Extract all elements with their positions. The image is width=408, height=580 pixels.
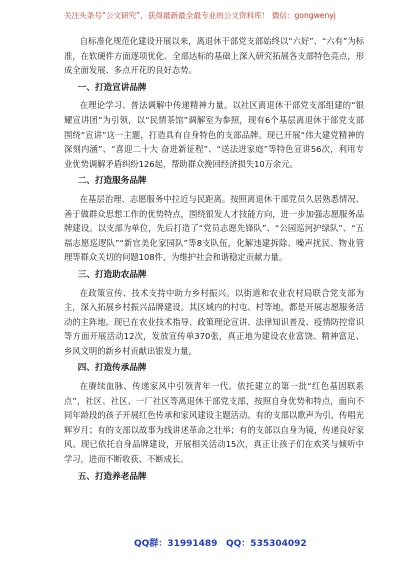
section-paragraph-1: 在理论学习、普法调解中传递精神力量。以社区离退休干部党支部组建的“银耀宣讲团”为引领，以“民情茶馆”调解室为参照，现有6个基层离退休干部党支部围绕“宣讲”这一主题，打造具有自身特色的支部品牌。现已开展“伟大建党精神的深刻内涵”、“喜迎二十大 奋进新征程”、“送法进家庭”等特色宣讲56次，利用专业优势调解矛盾纠纷126起，帮助群众挽回经济损失10万余元。 xyxy=(64,100,364,169)
section-paragraph-3: 在政策宣传、技术支持中助力乡村振兴。以街道和农业农村局联合党支部为主，深入拓展乡村振兴品牌建设。其区域内的村屯、村等地，都是开展志愿服务活动的主阵地。现已在农业技术指导、政策理论宣讲、法律知识普及、疫情防控常识等方面开展活动12次，发放宣传单370张，真正地为建设农业富饶、精神富足、乡风文明的新乡村贡献出银发力量。 xyxy=(64,287,364,356)
qq-number-text: QQ：535304092 xyxy=(226,539,307,549)
section-heading-3: 三、打造助农品牌 xyxy=(77,269,147,280)
section-paragraph-2: 在基层治理、志愿服务中拉近与民距离。按照离退休干部党员久居熟悉情况、善于做群众思想工作的优势特点，围绕银发人才技能方向，进一步加强志愿服务品牌建设。以支部为单位，先后打造了“党员志愿先锋队”、“公园巡河护绿队”、“五福志愿巡逻队”“新官美化家园队”等8支队伍，化解违建拆除、噪声扰民、物业管理等群众关切的问题108件，为维护社会和谐稳定贡献力量。 xyxy=(64,193,364,263)
document-body xyxy=(64,34,364,487)
section-heading-2: 二、打造服务品牌 xyxy=(77,176,147,187)
section-heading-1: 一、打造宣讲品牌 xyxy=(77,82,147,93)
section-paragraph-4: 在赓续血脉、传递家风中引领青年一代。依托建立的第一批“红色基因联系点”，社区、社区、一厂社区等离退休干部党支部，按照自身优势和特点，面向不同年龄段的孩子开展红色传承和家风建设主题活动。有的支部以歌声为引，传唱光辉岁月；有的支部以故事为线讲述革命之壮举；有的支部以自身为镜，传递良好家风。现已依托自身品牌建设，开展相关活动15次，真正让孩子们在欢笑与倾听中学习，进而不断收获、不断成长。 xyxy=(64,381,364,465)
section-heading-5: 五、打造养老品牌 xyxy=(77,471,147,482)
intro-paragraph: 自标准化规范化建设开展以来，离退休干部党支部始终以“六好”、“六有”为标准，在软硬件方面逐项优化、全部达标的基础上深入研究拓展各支部特色亮点，形成全面发展、多点开花的良好态势。 xyxy=(64,36,364,76)
section-heading-4: 四、打造传承品牌 xyxy=(77,363,147,374)
top-banner: 关注头条号“公文研究”，获得最新最全最专业的公文资料库！ 微信：gongwenyj xyxy=(64,11,336,20)
qq-group-text: QQ群：31991489 xyxy=(134,539,218,549)
